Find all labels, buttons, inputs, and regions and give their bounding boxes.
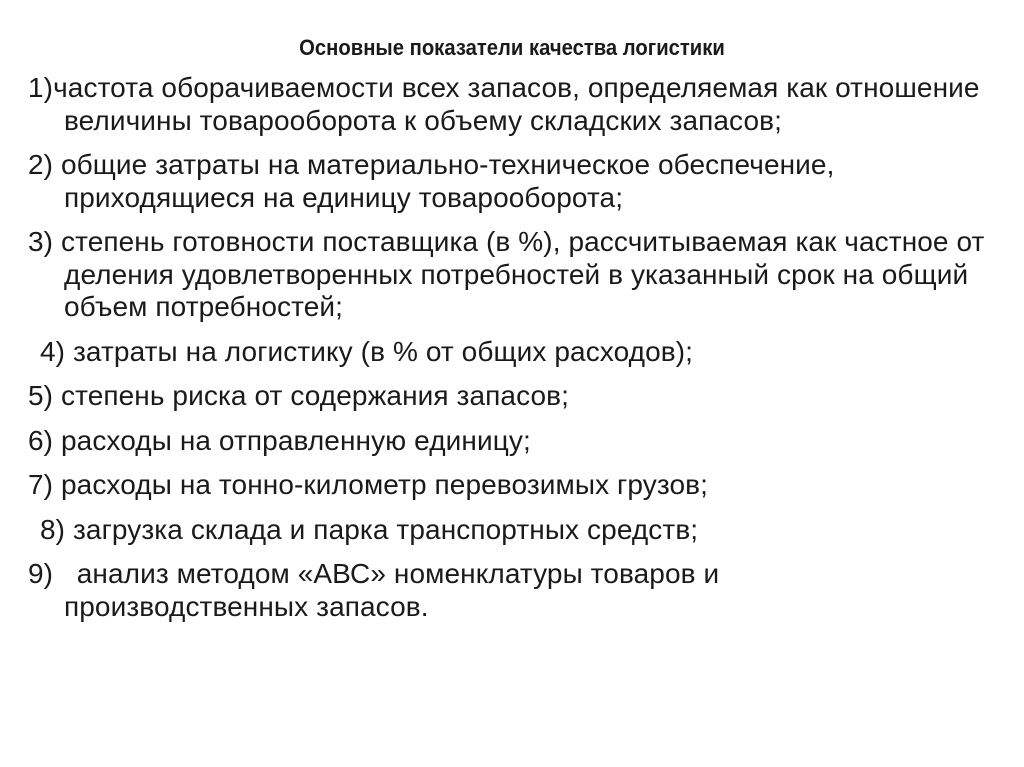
item-text: степень готовности поставщика (в %), рассчитываемая как частное от деления удовлетворенных потребностей в указанный срок на общий объем потребностей;	[60, 226, 985, 322]
quality-indicators-list	[28, 72, 1008, 635]
item-number: 2)	[28, 149, 61, 180]
list-item	[28, 336, 1008, 369]
item-text: расходы на тонно-километр перевозимых грузов;	[60, 469, 708, 500]
item-text: частота оборачиваемости всех запасов, определяемая как отношение величины товарооборота к объему складских запасов;	[53, 72, 980, 136]
list-item	[28, 72, 1008, 137]
list-item	[28, 469, 754, 502]
item-text: расходы на отправленную единицу;	[60, 424, 531, 456]
item-number: 4)	[40, 335, 73, 367]
list-item	[28, 558, 894, 623]
list-item	[28, 380, 1008, 413]
slide-title: Основные показатели качества логистики	[299, 35, 725, 60]
item-text: общие затраты на материально-техническое обеспечение, приходящиеся на единицу товарооборота;	[60, 149, 835, 213]
list-item	[28, 149, 1008, 214]
item-number: 3)	[28, 226, 61, 257]
list-item	[28, 425, 1008, 458]
item-number: 9)	[28, 558, 77, 589]
item-text: степень риска от содержания запасов;	[60, 380, 570, 411]
item-number: 7)	[28, 469, 61, 500]
item-text: загрузка склада и парка транспортных средств;	[72, 513, 699, 545]
list-item	[28, 226, 994, 324]
item-text: затраты на логистику (в % от общих расходов);	[72, 335, 694, 367]
item-number: 5)	[28, 380, 61, 411]
item-number: 6)	[28, 424, 61, 456]
item-number: 1)	[28, 72, 54, 103]
list-item	[28, 514, 1008, 547]
item-number: 8)	[40, 513, 73, 545]
item-text: анализ методом «АВС» номенклатуры товаров и производственных запасов.	[64, 558, 720, 622]
